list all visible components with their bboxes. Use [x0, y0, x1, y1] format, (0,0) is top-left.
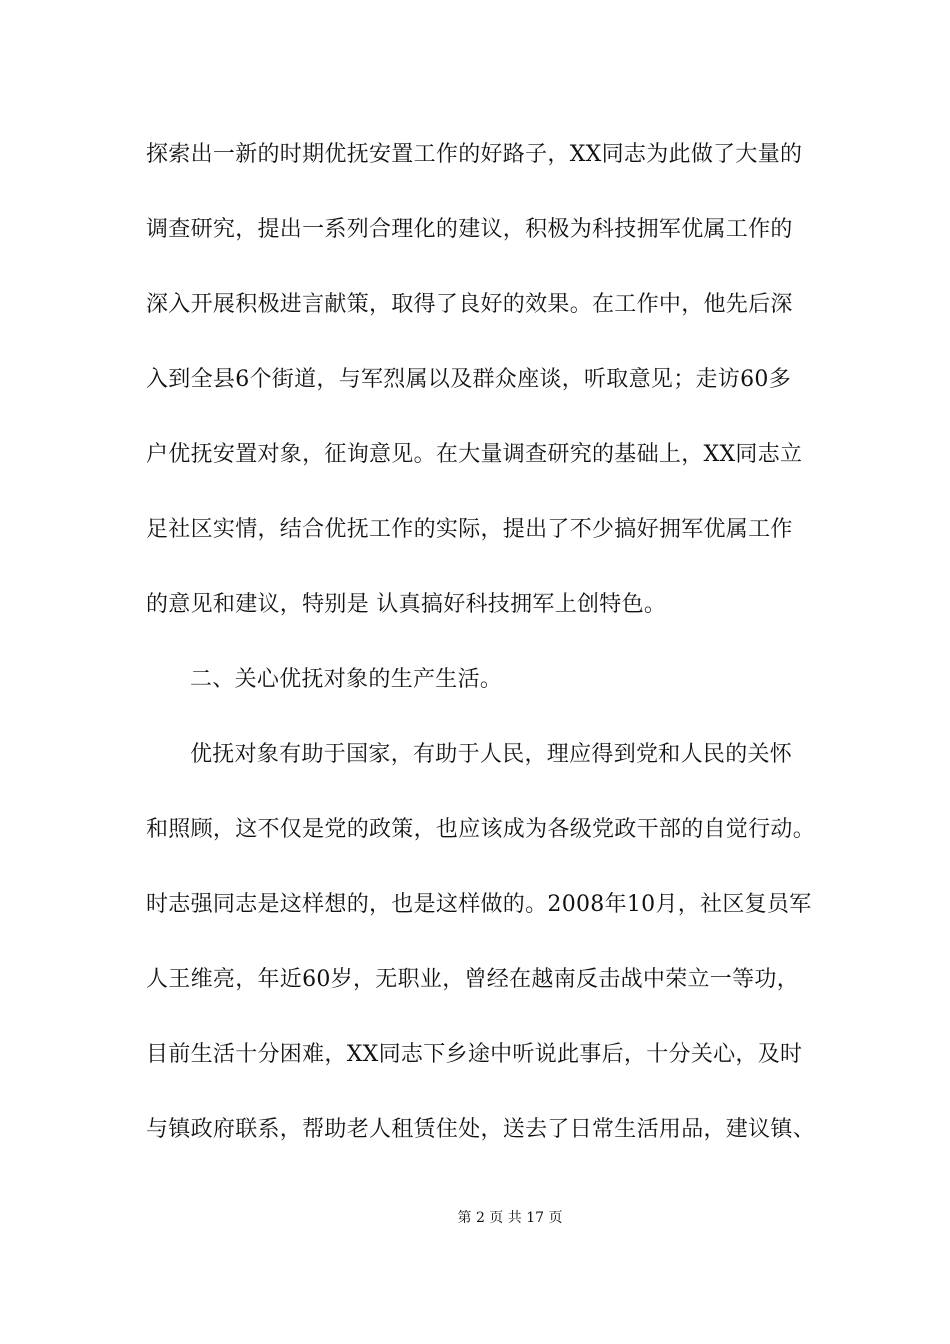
- body-line: 深入开展积极进言献策，取得了良好的效果。在工作中，他先后深: [146, 292, 793, 317]
- page-number-footer: 第 2 页 共 17 页: [457, 1210, 563, 1226]
- body-line: 时志强同志是这样想的，也是这样做的。2008年10月，社区复员军: [146, 892, 812, 917]
- body-line: 与镇政府联系，帮助老人租赁住处，送去了日常生活用品，建议镇、: [146, 1117, 816, 1142]
- body-line: 探索出一新的时期优抚安置工作的好路子，XX同志为此做了大量的: [146, 142, 803, 167]
- body-line: 的意见和建议，特别是 认真搞好科技拥军上创特色。: [146, 592, 667, 617]
- paragraph-first-line: 优抚对象有助于国家，有助于人民，理应得到党和人民的关怀: [190, 742, 793, 767]
- body-line: 人王维亮，年近60岁，无职业，曾经在越南反击战中荣立一等功，: [146, 967, 799, 992]
- body-line: 足社区实情，结合优抚工作的实际，提出了不少搞好拥军优属工作: [146, 517, 793, 542]
- body-line: 目前生活十分困难，XX同志下乡途中听说此事后，十分关心，及时: [146, 1042, 803, 1067]
- body-line: 户优抚安置对象，征询意见。在大量调查研究的基础上，XX同志立: [146, 442, 803, 467]
- body-line: 入到全县6个街道，与军烈属以及群众座谈，听取意见；走访60多: [146, 367, 791, 392]
- section-heading: 二、关心优抚对象的生产生活。: [190, 667, 503, 692]
- body-line: 和照顾，这不仅是党的政策，也应该成为各级党政干部的自觉行动。: [146, 817, 816, 842]
- body-line: 调查研究，提出一系列合理化的建议，积极为科技拥军优属工作的: [146, 217, 793, 242]
